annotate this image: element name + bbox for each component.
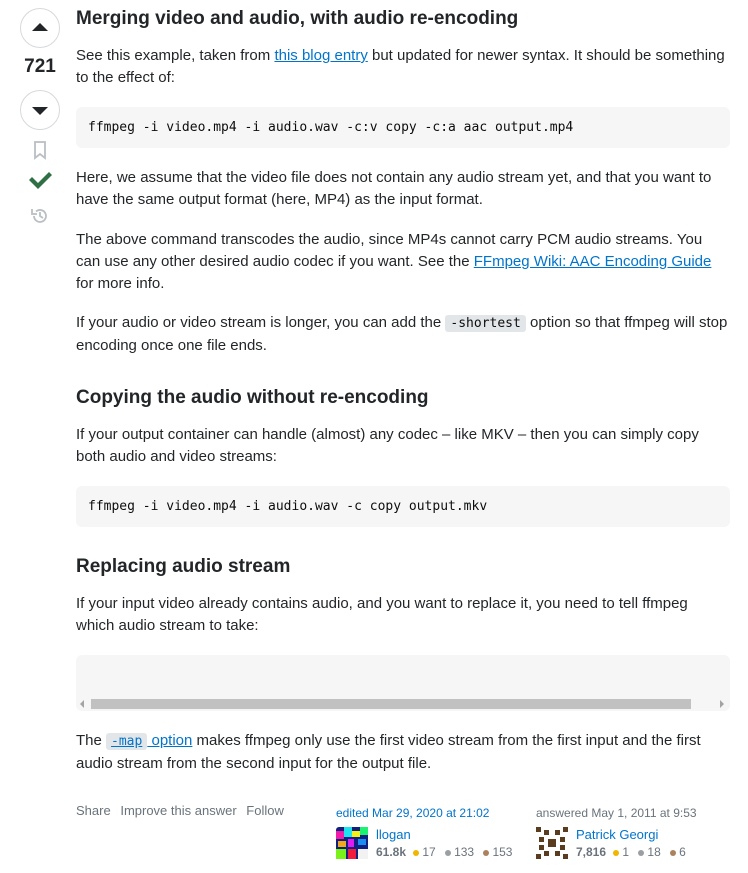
vote-column (20, 8, 60, 226)
gold-badge-icon (413, 850, 419, 856)
vote-count: 721 (24, 56, 56, 77)
paragraph: The -map option makes ffmpeg only use the first video stream from the first input and the first audio stream from the second input for the output file. (76, 732, 701, 772)
reputation: 7,816 (576, 845, 607, 859)
gold-badge: 17 (413, 845, 435, 859)
edited-timestamp[interactable]: edited Mar 29, 2020 at 21:02 (336, 806, 490, 820)
checkmark-icon (26, 166, 54, 194)
bronze-badge-icon (670, 850, 676, 856)
silver-badge: 133 (445, 845, 474, 859)
arrow-up-icon (31, 19, 49, 37)
improve-answer-link[interactable]: Improve this answer (120, 803, 237, 818)
upvote-button[interactable] (20, 8, 60, 48)
avatar[interactable] (536, 827, 568, 859)
accepted-answer-indicator (20, 166, 60, 194)
reputation: 61.8k (376, 845, 407, 859)
share-link[interactable]: Share (76, 803, 111, 818)
user-name[interactable]: llogan (376, 827, 411, 842)
section-heading: Copying the audio without re-encoding (76, 387, 429, 408)
post-meta (76, 800, 748, 870)
bookmark-icon (31, 140, 49, 160)
ffmpeg-wiki-link[interactable]: FFmpeg Wiki: AAC Encoding Guide (473, 253, 712, 270)
bronze-badge: 153 (483, 845, 512, 859)
author-card (536, 806, 697, 859)
bronze-badge: 6 (670, 845, 686, 859)
paragraph: If your input video already contains audio, and you want to replace it, you need to tell ffmpeg which audio stream to take: (76, 595, 688, 634)
bronze-badge-icon (483, 850, 489, 856)
user-name[interactable]: Patrick Georgi (576, 827, 659, 842)
avatar[interactable] (336, 827, 368, 859)
code-block: ffmpeg -i video.mp4 -i audio.wav -c:v copy -c:a aac output.mp4 (76, 107, 730, 148)
code-block-scrollable (76, 655, 730, 711)
downvote-button[interactable] (20, 90, 60, 130)
paragraph: Here, we assume that the video file does not contain any audio stream yet, and that you want to have the same output format (here, MP4) as the input format. (76, 169, 712, 208)
silver-badge: 18 (638, 845, 660, 859)
paragraph: If your audio or video stream is longer, you can add the -shortest option so that ffmpeg will stop encoding once one file ends. (76, 314, 728, 354)
arrow-down-icon (31, 101, 49, 119)
user-info (536, 827, 697, 859)
editor-card (336, 806, 518, 859)
horizontal-scrollbar[interactable] (76, 697, 730, 711)
history-icon (30, 206, 50, 226)
section-heading: Replacing audio stream (76, 556, 291, 577)
inline-code: -map (106, 733, 147, 750)
silver-badge-icon (638, 850, 644, 856)
paragraph: If your output container can handle (almost) any codec – like MKV – then you can simply copy both audio and video streams: (76, 426, 699, 465)
answered-timestamp: answered May 1, 2011 at 9:53 (536, 806, 697, 820)
user-stats (376, 845, 518, 859)
scroll-left-icon[interactable] (80, 700, 84, 708)
silver-badge-icon (445, 850, 451, 856)
user-stats (576, 845, 692, 859)
user-info (336, 827, 518, 859)
paragraph: See this example, taken from this blog entry but updated for newer syntax. It should be something to the effect of: (76, 47, 725, 86)
bookmark-button[interactable] (20, 140, 60, 160)
gold-badge: 1 (613, 845, 629, 859)
post-menu (76, 803, 290, 818)
paragraph: The above command transcodes the audio, since MP4s cannot carry PCM audio streams. You can use any other desired audio codec if you want. See the FFmpeg Wiki: AAC Encoding Guide for more info. (76, 231, 712, 292)
scroll-thumb[interactable] (91, 699, 691, 709)
code-block: ffmpeg -i video.mp4 -i audio.wav -c copy output.mkv (76, 486, 730, 527)
section-heading: Merging video and audio, with audio re-encoding (76, 8, 519, 29)
gold-badge-icon (613, 850, 619, 856)
blog-entry-link[interactable]: this blog entry (274, 47, 368, 64)
timeline-button[interactable] (20, 206, 60, 226)
scroll-right-icon[interactable] (720, 700, 724, 708)
follow-link[interactable]: Follow (246, 803, 284, 818)
inline-code: -shortest (445, 315, 525, 332)
map-option-link[interactable]: -map option (106, 732, 192, 749)
